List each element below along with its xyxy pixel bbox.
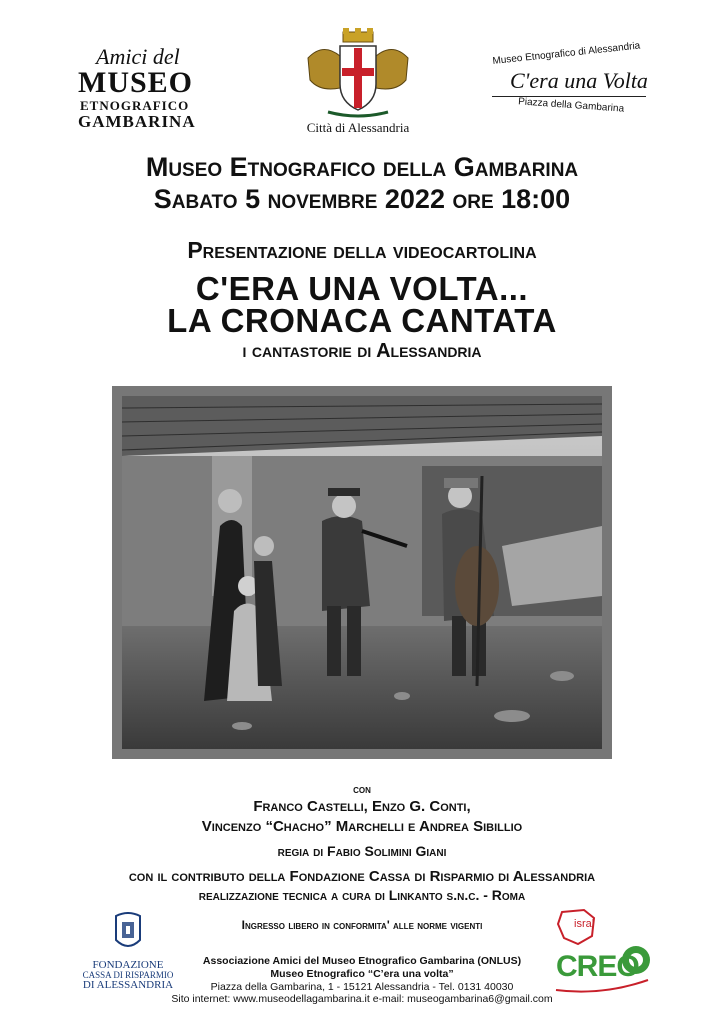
credits-regia: regia di Fabio Solimini Giani [277, 843, 447, 859]
fondazione-line1: FONDAZIONE [92, 959, 164, 971]
event-datetime: Sabato 5 novembre 2022 ore 18:00 [153, 184, 571, 214]
event-venue: Museo Etnografico della Gambarina [145, 152, 579, 182]
amici-logo-line1: Amici del [96, 44, 180, 69]
fondazione-line3: DI ALESSANDRIA [82, 979, 174, 991]
credits-contributo: con il contributo della Fondazione Cassa di Risparmio di Alessandria [128, 868, 596, 885]
credits-names-line2: Vincenzo “Chacho” Marchelli e Andrea Sibillio [201, 818, 523, 835]
event-title-line2: LA CRONACA CANTATA [167, 302, 557, 339]
fondazione-line2: CASSA DI RISPARMIO [82, 970, 174, 980]
event-title-line1: C'ERA UNA VOLTA... [195, 270, 529, 307]
fondazione-cassa-logo [78, 912, 178, 992]
cuv-logo-divider [492, 96, 646, 97]
event-subtitle: i cantastorie di Alessandria [242, 340, 482, 362]
creo-logo [552, 940, 656, 1000]
amici-museo-logo [78, 42, 198, 132]
cantastorie-photo [122, 396, 602, 749]
city-crest-icon [298, 28, 418, 120]
citta-alessandria-logo [298, 28, 418, 138]
event-presentation: Presentazione della videocartolina [187, 237, 537, 263]
credits-con: con [353, 782, 371, 796]
cuv-logo-main: C'era una Volta [510, 68, 648, 93]
cuv-logo-top: Museo Etnografico di Alessandria [492, 40, 641, 67]
amici-logo-line2: MUSEO [78, 66, 194, 99]
cera-una-volta-logo [488, 40, 658, 122]
photo-frame [112, 386, 612, 759]
footer-museum: Museo Etnografico “C’era una volta” [270, 968, 454, 980]
credits-realizzazione: realizzazione tecnica a cura di Linkanto s.n.c. - Roma [198, 887, 526, 903]
credits-ingresso: Ingresso libero in conformita' alle norme vigenti [241, 918, 483, 932]
amici-logo-line3: ETNOGRAFICO [80, 98, 190, 113]
isral-label: isral [574, 918, 595, 930]
fondazione-emblem-icon [108, 912, 148, 956]
creo-label: CREO [556, 950, 639, 983]
citta-label: Città di Alessandria [306, 120, 410, 135]
footer-address: Piazza della Gambarina, 1 - 15121 Alessandria - Tel. 0131 40030 [210, 981, 514, 993]
footer-association: Associazione Amici del Museo Etnografico Gambarina (ONLUS) [202, 955, 522, 967]
credits-names-line1: Franco Castelli, Enzo G. Conti, [253, 798, 471, 815]
footer-site-email: Sito internet: www.museodellagambarina.it e-mail: museogambarina6@gmail.com [171, 993, 553, 1005]
amici-logo-line4: GAMBARINA [78, 112, 196, 131]
cuv-logo-bottom: Piazza della Gambarina [517, 96, 625, 115]
